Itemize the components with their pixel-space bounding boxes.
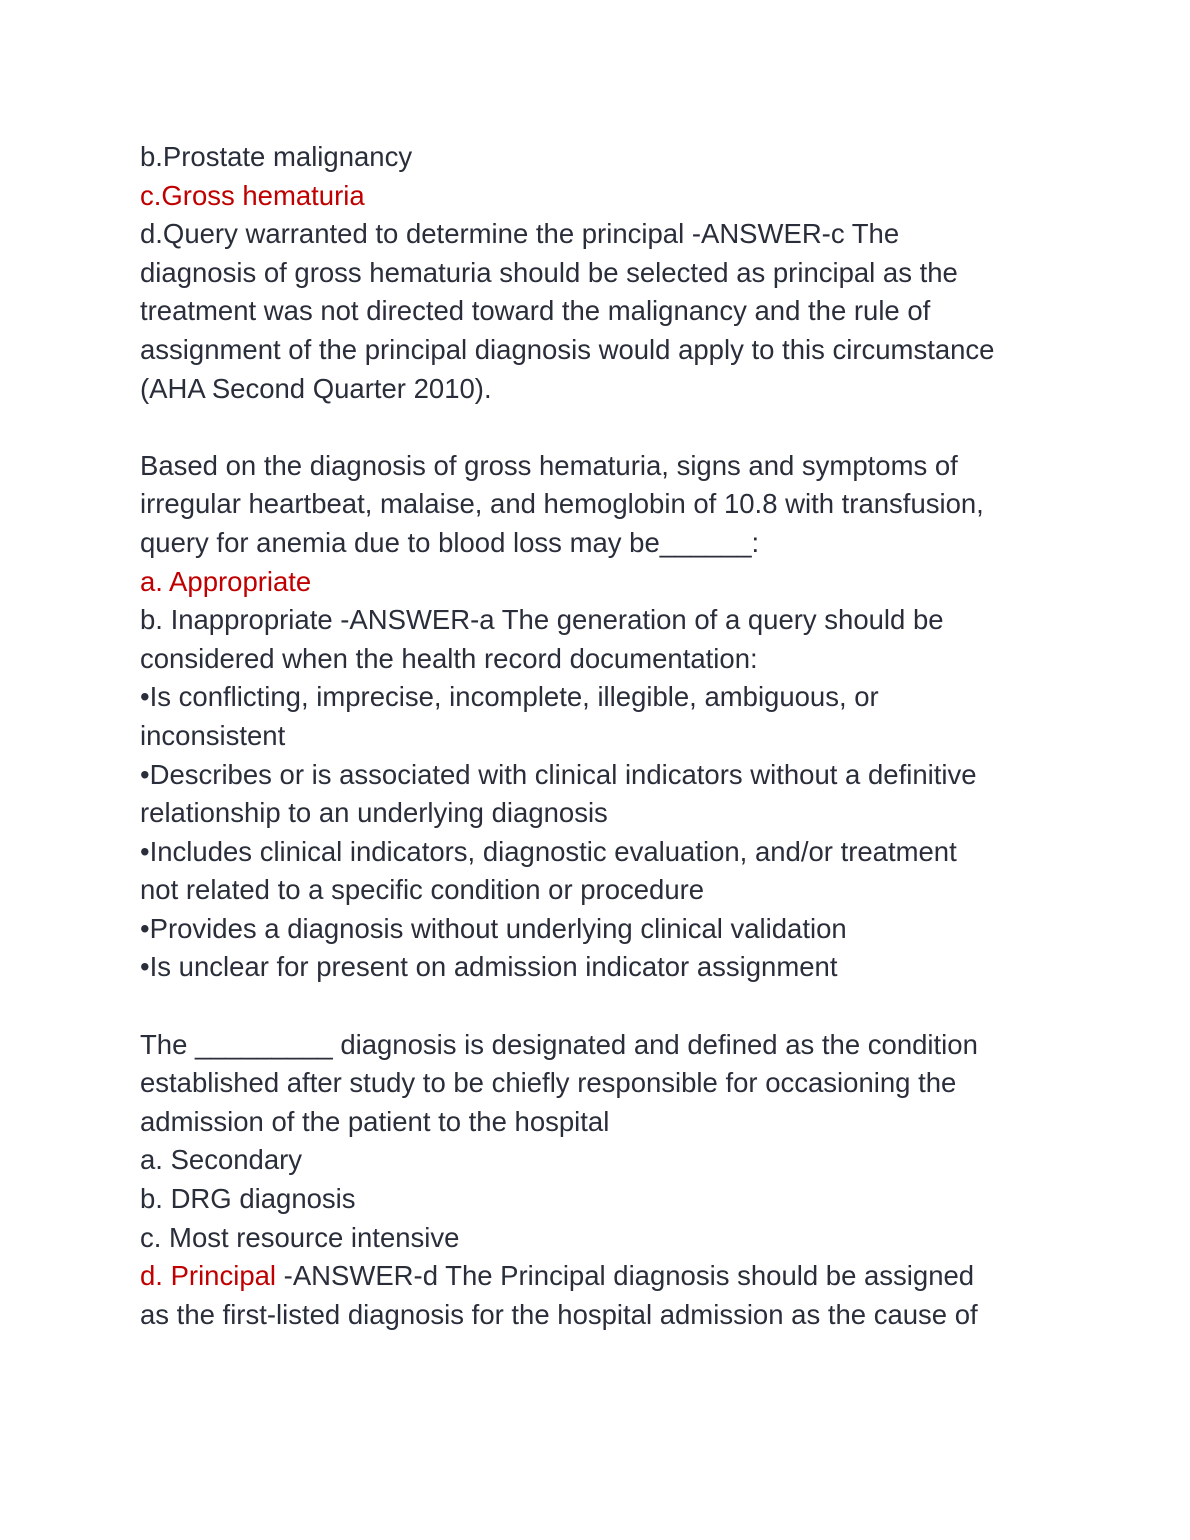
answer-line: (AHA Second Quarter 2010). (140, 372, 492, 404)
answer-line: diagnosis of gross hematuria should be selected as principal as the (140, 256, 958, 288)
option-a: a. Secondary (140, 1144, 303, 1176)
answer-line (140, 1257, 994, 1296)
question-line: established after study to be chiefly responsible for occasioning the (140, 1067, 957, 1099)
bullet-line: •Describes or is associated with clinical indicators without a definitive (140, 758, 977, 790)
correct-option-c: c.Gross hematuria (140, 179, 365, 211)
document-page (140, 138, 994, 1334)
bullet-line: •Provides a diagnosis without underlying clinical validation (140, 912, 847, 944)
correct-option-a: a. Appropriate (140, 565, 312, 597)
answer-line: b. Inappropriate -ANSWER-a The generation of a query should be (140, 604, 944, 636)
blank-line (140, 987, 994, 1026)
question-line: query for anemia due to blood loss may be______: (140, 526, 760, 558)
answer-line: d.Query warranted to determine the principal -ANSWER-c The (140, 218, 900, 250)
bullet-line: •Is conflicting, imprecise, incomplete, illegible, ambiguous, or (140, 681, 879, 713)
answer-line: treatment was not directed toward the malignancy and the rule of (140, 295, 931, 327)
answer-line: considered when the health record documentation: (140, 642, 758, 674)
question-line: admission of the patient to the hospital (140, 1105, 610, 1137)
answer-line: assignment of the principal diagnosis would apply to this circumstance (140, 333, 995, 365)
bullet-line: not related to a specific condition or procedure (140, 874, 705, 906)
bullet-line: •Includes clinical indicators, diagnostic evaluation, and/or treatment (140, 835, 957, 867)
correct-option-d: d. Principal (140, 1260, 277, 1292)
question-line: The _________ diagnosis is designated and defined as the condition (140, 1028, 978, 1060)
bullet-line: inconsistent (140, 719, 286, 751)
option-c: c. Most resource intensive (140, 1221, 460, 1253)
bullet-line: •Is unclear for present on admission indicator assignment (140, 951, 838, 983)
question-line: irregular heartbeat, malaise, and hemoglobin of 10.8 with transfusion, (140, 488, 984, 520)
answer-text: -ANSWER-d The Principal diagnosis should be assigned (276, 1260, 975, 1292)
option-b: b.Prostate malignancy (140, 141, 413, 172)
answer-line: as the first-listed diagnosis for the hospital admission as the cause of (140, 1298, 978, 1330)
bullet-line: relationship to an underlying diagnosis (140, 797, 608, 829)
option-b: b. DRG diagnosis (140, 1183, 356, 1215)
blank-line (140, 408, 994, 447)
question-line: Based on the diagnosis of gross hematuria, signs and symptoms of (140, 449, 958, 481)
